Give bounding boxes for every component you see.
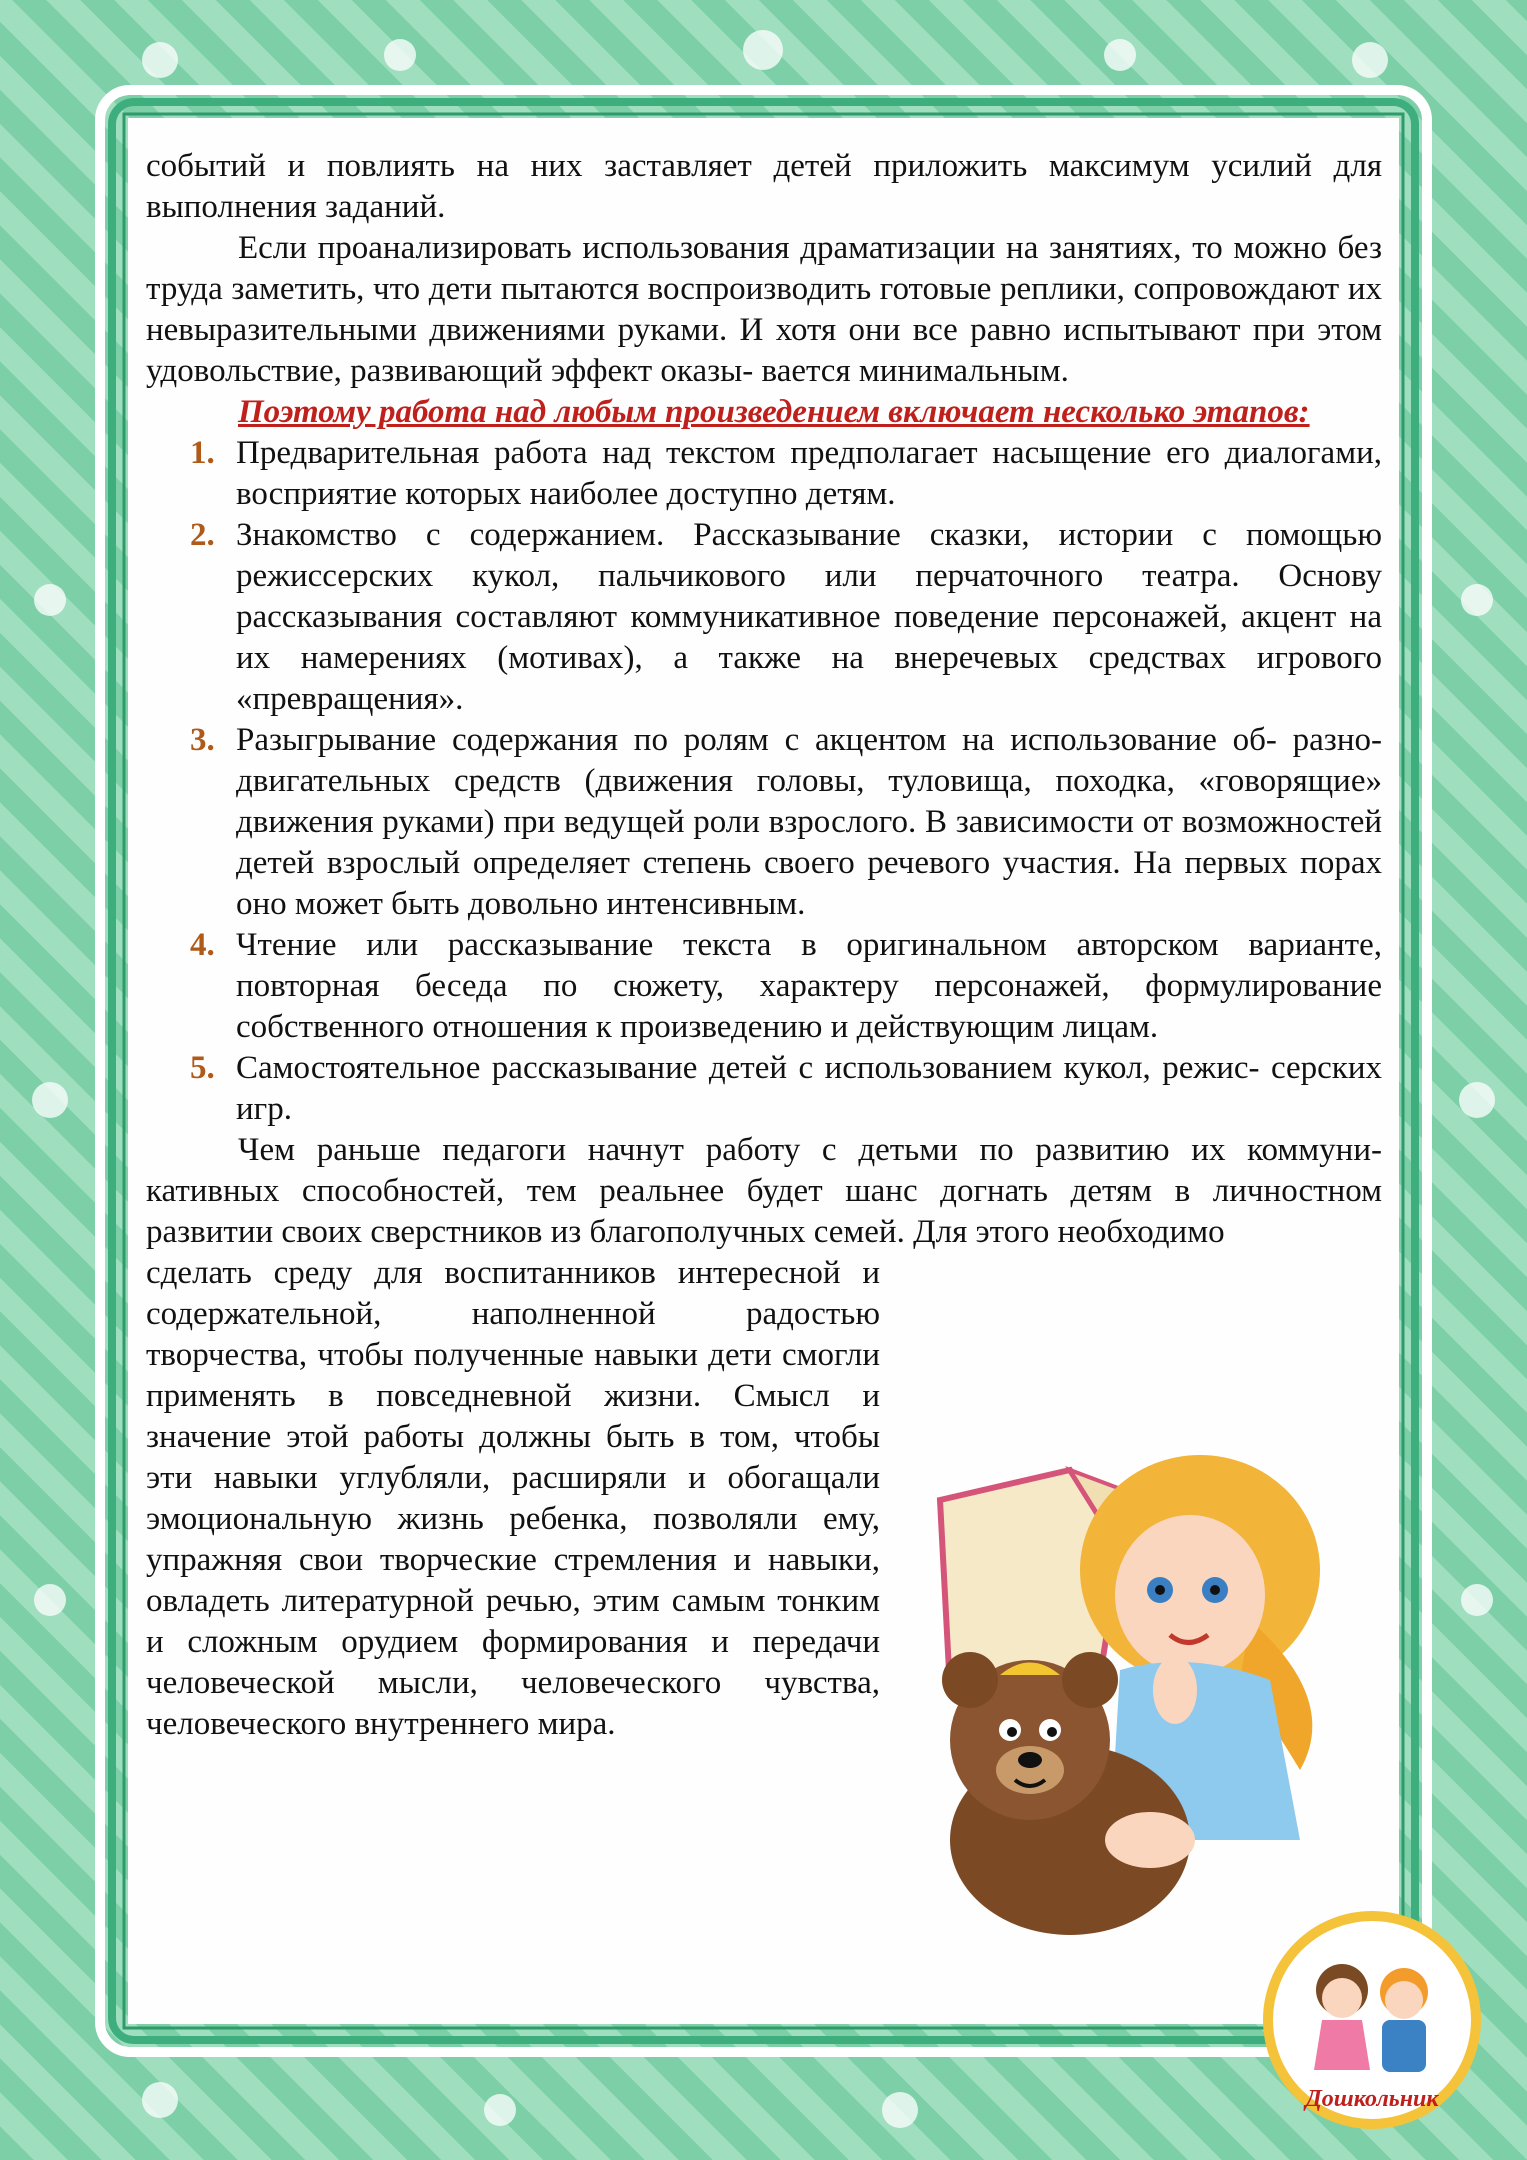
list-item — [146, 1048, 1382, 1130]
stage-number: 2. — [190, 517, 215, 553]
stage-text: Чтение или рассказывание текста в оригинальном авторском варианте, повторная беседа по сюжету, характеру персонажей, формулирование собственного отношения к произведению и действующим лицам. — [236, 927, 1382, 1045]
stage-text: Предварительная работа над текстом предполагает насыщение его диалогами, восприятие которых наиболее доступно детям. — [236, 435, 1382, 512]
logo-text: Дошкольник — [1305, 2086, 1439, 2112]
stage-number: 5. — [190, 1050, 215, 1086]
girl-with-teddy-bear-illustration — [920, 1440, 1380, 1940]
stage-text: Разыгрывание содержания по ролям с акцентом на использование об- разно-двигательных средств (движения головы, туловища, походка, «говорящие» движения руками) при ведущей роли взрослого. В зависимости от возможностей детей взрослый определяет степень своего речевого участия. На первых порах оно может быть довольно интенсивным. — [236, 722, 1382, 922]
stage-text: Самостоятельное рассказывание детей с использованием кукол, режис- серских игр. — [236, 1050, 1382, 1127]
list-item — [146, 720, 1382, 925]
lead-heading: Поэтому работа над любым произведением включает несколько этапов: — [238, 394, 1310, 430]
stage-number: 4. — [190, 927, 215, 963]
list-item — [146, 433, 1382, 515]
stage-number: 1. — [190, 435, 215, 471]
intro-tail-paragraph: событий и повлиять на них заставляет детей приложить максимум усилий для выполнения заданий. — [146, 148, 1382, 225]
list-item — [146, 925, 1382, 1048]
stage-text: Знакомство с содержанием. Рассказывание сказки, истории с помощью режиссерских кукол, пальчикового или перчаточного театра. Основу рассказывания составляют коммуникативное поведение персонажей, акцент на их намерениях (мотивах), а также на внеречевых средствах игрового «превращения». — [236, 517, 1382, 717]
stage-number: 3. — [190, 722, 215, 758]
list-item — [146, 515, 1382, 720]
closing-paragraph-top: Чем раньше педагоги начнут работу с детьми по развитию их коммуни- кативных способностей, тем реальнее будет шанс догнать детям в личностном развитии своих сверстников из благополучных семей. Для этого необходимо — [146, 1132, 1382, 1250]
doshkolnik-logo — [1262, 1910, 1482, 2130]
closing-paragraph-wrap: сделать среду для воспитанников интересной и содержательной, наполненной радостью творчества, чтобы полученные навыки дети смогли применять в повседневной жизни. Смысл и значение этой работы должны быть в том, чтобы эти навыки углубляли, расширяли и обогащали эмоциональную жизнь ребенка, позволяли ему, упражняя свои творческие стремления и навыки, овладеть литературной речью, этим самым тонким и сложным орудием формирования и передачи человеческой мысли, человеческого чувства, человеческого внутреннего мира. — [146, 1255, 880, 1742]
analysis-paragraph: Если проанализировать использования драматизации на занятиях, то можно без труда заметить, что дети пытаются воспроизводить готовые реплики, сопровождают их невыразительными движениями руками. И хотя они все равно испытывают при этом удовольствие, развивающий эффект оказы- вается минимальным. — [146, 230, 1382, 389]
closing-wrap-block — [146, 1253, 880, 1745]
stages-list — [146, 433, 1382, 1130]
